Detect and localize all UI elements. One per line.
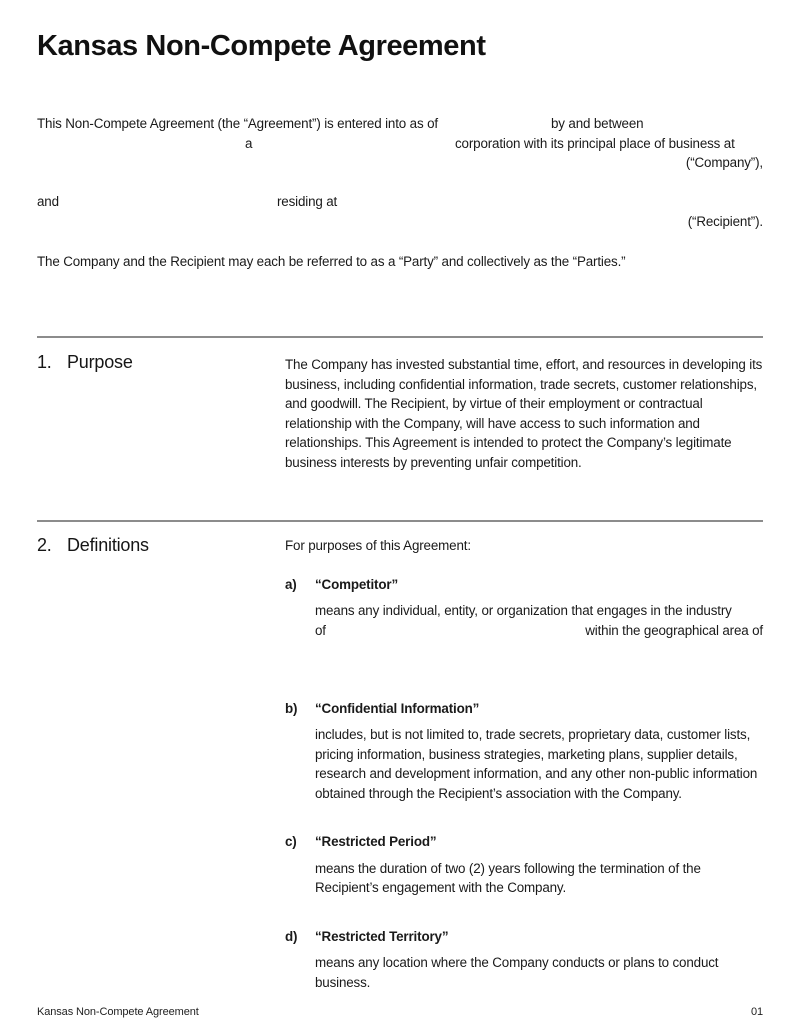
definition-marker: d)	[285, 928, 298, 944]
definition-term: “Confidential Information”	[315, 700, 480, 716]
intro-line-1-text: This Non-Compete Agreement (the “Agreement”) is entered into as of	[37, 116, 438, 131]
definition-body: means any location where the Company conducts or plans to conduct business.	[315, 955, 719, 990]
page-number: 01	[750, 1006, 763, 1018]
section-2-number: 2.	[37, 535, 52, 555]
intro-line-2	[37, 134, 763, 154]
definition-body: means the duration of two (2) years following the termination of the Recipient’s engagement with the Company.	[315, 860, 701, 895]
intro-line-2-cont: corporation with its principal place of business at	[455, 135, 735, 151]
definition-head	[285, 699, 767, 719]
definition-body: includes, but is not limited to, trade secrets, proprietary data, customer lists, pricing information, business strategies, marketing plans, supplier details, research and development information, and any other non-public information obtained through the Recipient’s association with the Company.	[315, 727, 758, 801]
parties-note: The Company and the Recipient may each be referred to as a “Party” and collectively as the “Parties.”	[37, 254, 626, 269]
intro-line-4	[37, 192, 763, 212]
definitions-lead: For purposes of this Agreement:	[285, 538, 471, 553]
section-1-heading	[37, 352, 133, 373]
section-divider-1	[37, 336, 763, 338]
competitor-def-line-2-post: within the geographical area of	[585, 622, 763, 638]
intro-line-3	[37, 153, 763, 173]
blank-recipient-address	[37, 214, 617, 229]
definition-head	[285, 575, 767, 595]
section-2-body	[285, 536, 767, 992]
blank-company-name	[37, 136, 237, 151]
definition-item-restricted-period	[285, 832, 767, 898]
footer-document-title: Kansas Non-Compete Agreement	[37, 1006, 199, 1018]
section-divider-2	[37, 520, 763, 522]
blank-recipient-name	[72, 194, 267, 209]
intro-line-4-text: and	[37, 194, 59, 209]
definition-item-restricted-territory	[285, 927, 767, 993]
definition-marker: a)	[285, 576, 297, 592]
page-title: Kansas Non-Compete Agreement	[37, 30, 486, 62]
intro-line-1-cont: by and between	[551, 116, 644, 131]
section-2-heading	[37, 535, 149, 556]
blank-industry	[326, 621, 585, 636]
section-1-body: The Company has invested substantial time, effort, and resources in developing its business, including confidential information, trade secrets, customer relationships, and goodwill. The Recipient, by virtue of their employment or contractual relationship with the Company, will have access to such information and relationships. This Agreement is intended to protect the Company’s legitimate business interests by preventing unfair competition.	[285, 357, 763, 470]
company-designation: (“Company”),	[685, 155, 763, 170]
intro-paragraph	[37, 114, 763, 269]
definition-item-confidential-information	[285, 699, 767, 804]
competitor-def-line-2-pre: of	[315, 622, 326, 638]
definition-term: “Restricted Territory”	[315, 928, 449, 944]
intro-line-1	[37, 114, 763, 134]
blank-company-state	[263, 136, 447, 151]
blank-company-address	[37, 155, 617, 170]
definition-marker: c)	[285, 834, 297, 849]
section-1-title: Purpose	[67, 352, 133, 372]
definition-item-competitor	[285, 575, 767, 660]
definition-term: “Competitor”	[315, 576, 399, 592]
section-1-number: 1.	[37, 352, 52, 372]
definition-head	[285, 927, 767, 947]
intro-line-5	[37, 212, 763, 232]
definition-marker: b)	[285, 700, 298, 716]
intro-line-2-text: a	[245, 135, 253, 151]
section-2-title: Definitions	[67, 535, 149, 555]
competitor-def-line-2	[315, 621, 763, 641]
intro-spacer-line	[37, 173, 763, 193]
intro-line-4-cont: residing at	[277, 194, 338, 209]
recipient-designation: (“Recipient”).	[687, 213, 763, 229]
blank-effective-date	[449, 116, 545, 131]
definition-body	[315, 601, 763, 660]
definition-head	[285, 832, 767, 852]
blank-geographical-area	[315, 640, 763, 660]
competitor-def-line-1: means any individual, entity, or organization that engages in the industry	[315, 603, 732, 618]
definition-term: “Restricted Period”	[315, 834, 437, 849]
page-footer	[37, 1006, 763, 1018]
